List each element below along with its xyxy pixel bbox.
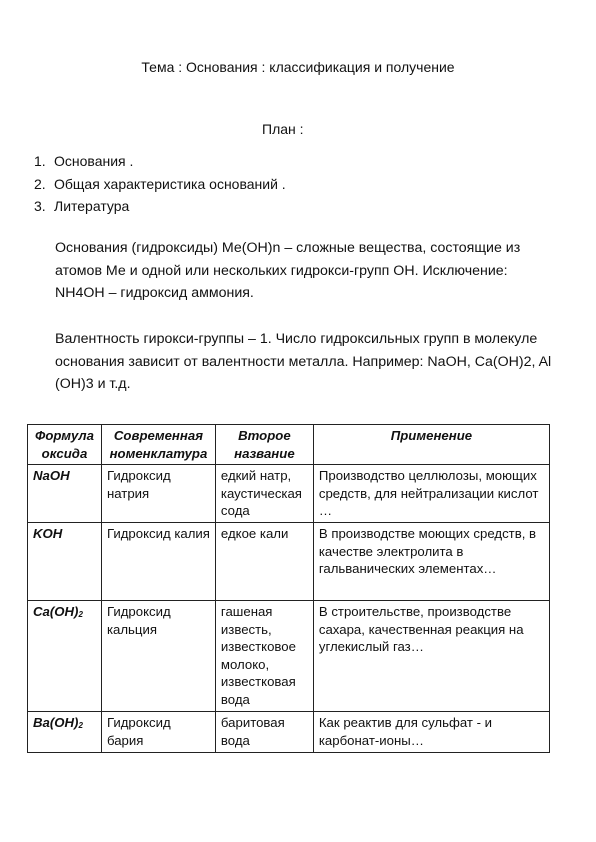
second-name-cell: едкий натр, каустическая сода	[215, 465, 313, 523]
header-second-name: Второе название	[215, 425, 313, 465]
plan-item	[34, 173, 286, 196]
plan-list	[34, 150, 286, 218]
second-name-cell: баритовая вода	[215, 712, 313, 753]
header-formula: Формула оксида	[28, 425, 102, 465]
nomenclature-cell: Гидроксид кальция	[101, 601, 215, 712]
plan-item-text: Общая характеристика оснований .	[54, 175, 286, 192]
plan-item-number: 2.	[34, 175, 46, 192]
definition-paragraph: Основания (гидроксиды) Ме(ОН)n – сложные вещества, состоящие из атомов Ме и одной или нескольких гидрокси-групп ОН. Исключение: NH4OH – гидроксид аммония.	[55, 240, 521, 302]
table-header-row	[28, 425, 550, 465]
bases-table	[27, 424, 550, 753]
table-row	[28, 712, 550, 753]
formula-subscript: 2	[78, 610, 83, 619]
plan-item-text: Литература	[54, 198, 130, 214]
plan-item	[34, 195, 286, 218]
plan-title: План :	[262, 121, 304, 137]
formula-cell	[28, 601, 102, 712]
application-cell: Производство целлюлозы, моющих средств, для нейтрализации кислот …	[313, 465, 549, 523]
nomenclature-cell: Гидроксид натрия	[101, 465, 215, 523]
plan-item-number: 1.	[34, 153, 46, 169]
plan-item-text: Основания .	[54, 153, 134, 169]
second-name-cell: едкое кали	[215, 523, 313, 601]
nomenclature-cell: Гидроксид калия	[101, 523, 215, 601]
table-row	[28, 523, 550, 601]
formula-cell	[28, 465, 102, 523]
formula-subscript: 2	[78, 721, 83, 730]
application-cell: Как реактив для сульфат - и карбонат-ионы…	[313, 712, 549, 753]
table-row	[28, 601, 550, 712]
valence-paragraph: Валентность гирокси-группы – 1. Число гидроксильных групп в молекуле основания зависит от валентности металла. Например: NaOH, Ca(OH)2, Al (OH)3 и т.д.	[55, 331, 552, 393]
header-nomenclature: Современная номенклатура	[101, 425, 215, 465]
table-row	[28, 465, 550, 523]
formula-text: Ba(OH)	[33, 715, 79, 730]
formula-text: NaOH	[33, 468, 70, 483]
formula-text: Ca(OH)	[33, 604, 79, 619]
document-topic: Тема : Основания : классификация и получение	[141, 59, 455, 75]
formula-cell	[28, 712, 102, 753]
application-cell: В производстве моющих средств, в качестве электролита в гальванических элементах…	[313, 523, 549, 601]
header-application: Применение	[313, 425, 549, 465]
plan-item-number: 3.	[34, 198, 46, 214]
application-cell: В строительстве, производстве сахара, качественная реакция на углекислый газ…	[313, 601, 549, 712]
plan-item	[34, 150, 286, 173]
second-name-cell: гашеная известь, известковое молоко, известковая вода	[215, 601, 313, 712]
formula-text: KOH	[33, 526, 63, 541]
nomenclature-cell: Гидроксид бария	[101, 712, 215, 753]
formula-cell	[28, 523, 102, 601]
